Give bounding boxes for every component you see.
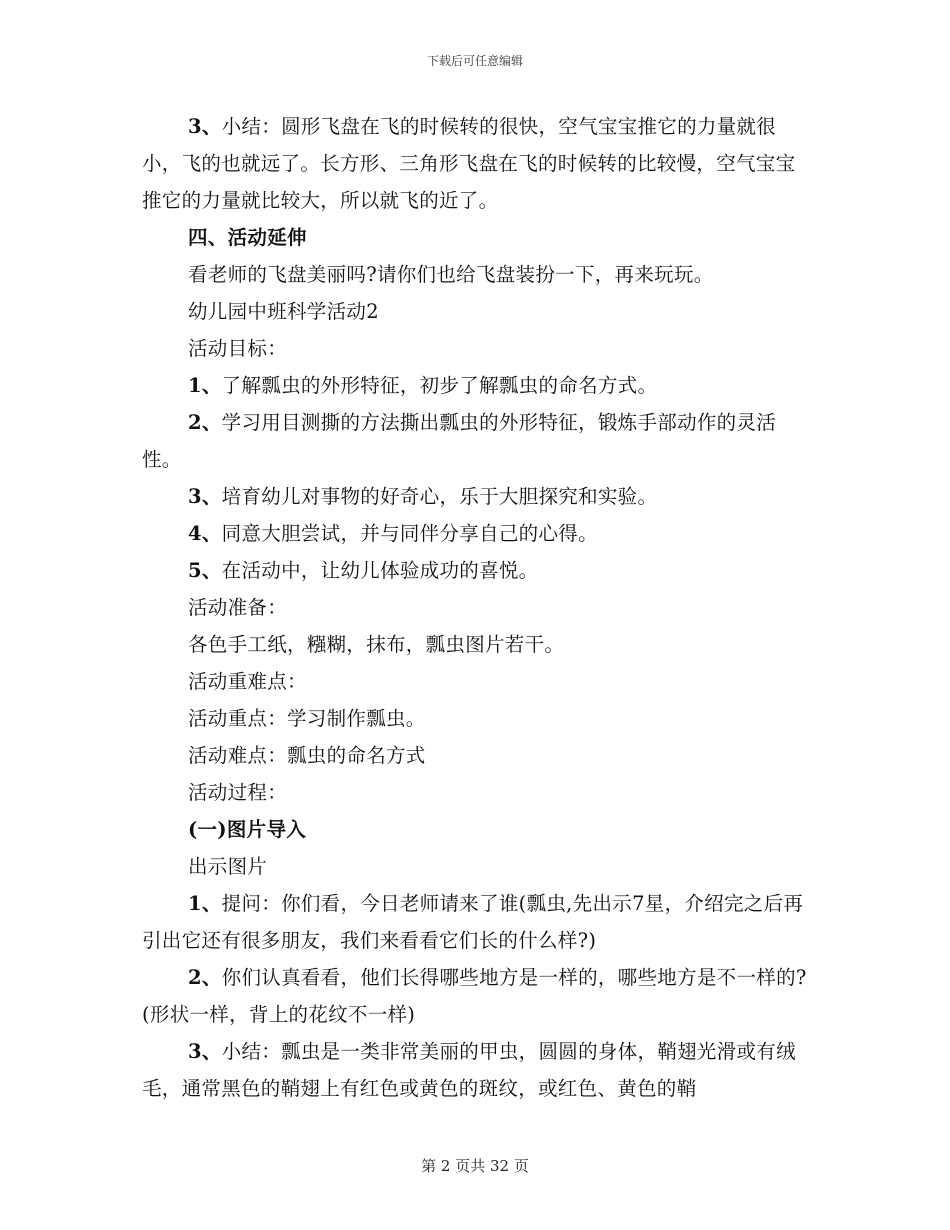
- list-number: 2、: [188, 966, 222, 989]
- paragraph-text: 在活动中，让幼儿体验成功的喜悦。: [221, 559, 539, 582]
- paragraph-difficulty: 活动难点：瓢虫的命名方式: [188, 744, 426, 767]
- label-preparation: 活动准备：: [188, 596, 288, 619]
- paragraph-key-point: 活动重点：学习制作瓢虫。: [188, 707, 426, 730]
- paragraph-text: 你们认真看看，他们长得哪些地方是一样的，哪些地方是不一样的?(形状一样，背上的花纹不一样): [142, 966, 807, 1026]
- process-item: [142, 1033, 810, 1107]
- section-heading-picture-intro: (一)图片导入: [188, 818, 307, 841]
- document-body: [142, 108, 810, 1107]
- label-process: 活动过程：: [188, 781, 288, 804]
- list-number: 2、: [188, 411, 222, 434]
- paragraph-text: 提问：你们看，今日老师请来了谁(瓢虫,先出示7星，介绍完之后再引出它还有很多朋友，我们来看看它们长的什么样?): [142, 892, 804, 952]
- paragraph-text: 培育幼儿对事物的好奇心，乐于大胆探究和实验。: [221, 485, 658, 508]
- paragraph-text: 了解瓢虫的外形特征，初步了解瓢虫的命名方式。: [221, 374, 658, 397]
- paragraph-text: 小结：瓢虫是一类非常美丽的甲虫，圆圆的身体，鞘翅光滑或有绒毛，通常黑色的鞘翅上有红色或黄色的斑纹，或红色、黄色的鞘: [142, 1040, 796, 1100]
- goal-item: [142, 552, 810, 589]
- section-heading-extension: 四、活动延伸: [188, 226, 307, 249]
- list-number: 3、: [188, 485, 222, 508]
- paragraph-summary-1: [142, 108, 810, 219]
- page-header: 下载后可任意编辑: [426, 54, 523, 68]
- goal-item: [142, 367, 810, 404]
- goal-item: [142, 404, 810, 478]
- list-number: 1、: [188, 892, 222, 915]
- label-key-points: 活动重难点：: [188, 670, 307, 693]
- list-number: 4、: [188, 522, 222, 545]
- goal-item: [142, 515, 810, 552]
- activity-title: 幼儿园中班科学活动2: [188, 300, 379, 323]
- page-footer: 第 2 页共 32 页: [421, 1157, 529, 1175]
- paragraph-extension: 看老师的飞盘美丽吗?请你们也给飞盘装扮一下，再来玩玩。: [188, 263, 714, 286]
- paragraph-text: 小结：圆形飞盘在飞的时候转的很快，空气宝宝推它的力量就很小，飞的也就远了。长方形、三角形飞盘在飞的时候转的比较慢，空气宝宝推它的力量就比较大，所以就飞的近了。: [142, 115, 796, 212]
- list-number: 5、: [188, 559, 222, 582]
- list-number: 3、: [188, 115, 222, 138]
- list-number: 3、: [188, 1040, 222, 1063]
- label-goals: 活动目标：: [188, 337, 288, 360]
- paragraph-text: 学习用目测撕的方法撕出瓢虫的外形特征，锻炼手部动作的灵活性。: [142, 411, 777, 471]
- goal-item: [142, 478, 810, 515]
- paragraph-text: 同意大胆尝试，并与同伴分享自己的心得。: [221, 522, 598, 545]
- list-number: 1、: [188, 374, 222, 397]
- paragraph-show-picture: 出示图片: [188, 855, 268, 878]
- process-item: [142, 885, 810, 959]
- paragraph-materials: 各色手工纸，糨糊，抹布，瓢虫图片若干。: [188, 633, 565, 656]
- process-item: [142, 959, 810, 1033]
